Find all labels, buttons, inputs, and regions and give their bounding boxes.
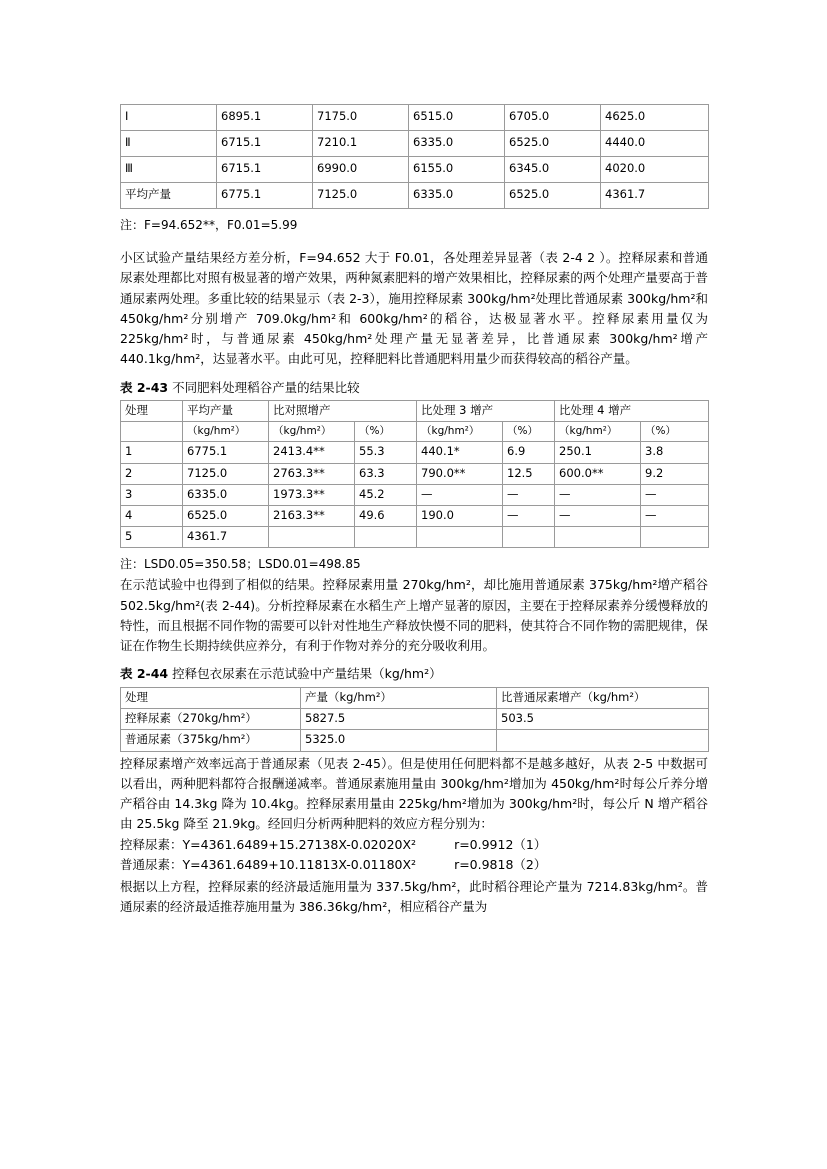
cell: 49.6 [355,505,417,526]
header-cell: （kg/hm²） [269,422,355,442]
cell: 2413.4** [269,442,355,463]
cell: — [641,505,709,526]
table-row [121,527,709,548]
cell: 4625.0 [601,105,709,131]
cell: 63.3 [355,463,417,484]
cell: 平均产量 [121,183,217,209]
cell: 3.8 [641,442,709,463]
cell: 6775.1 [217,183,313,209]
header-cell: 产量（kg/hm²） [301,687,497,708]
equation-1-r: r=0.9912（1） [454,836,547,852]
cell: 6345.0 [505,157,601,183]
cell [417,527,503,548]
cell: 2163.3** [269,505,355,526]
cell [641,527,709,548]
cell: 控释尿素（270kg/hm²） [121,709,301,730]
cell: 4361.7 [183,527,269,548]
cell: 190.0 [417,505,503,526]
cell: 790.0** [417,463,503,484]
cell: 7125.0 [183,463,269,484]
table-header-row [121,687,709,708]
table-header-row [121,422,709,442]
plot-yield-table [120,104,709,209]
table-row [121,131,709,157]
cell: 6.9 [503,442,555,463]
cell: 1 [121,442,183,463]
table1-note: 注：F=94.652**，F0.01=5.99 [120,218,298,232]
table-row [121,730,709,751]
equation-1 [120,835,708,855]
table-row [121,442,709,463]
cell: 7175.0 [313,105,409,131]
cell: 5827.5 [301,709,497,730]
cell: 6335.0 [409,183,505,209]
cell: — [503,505,555,526]
header-cell: （kg/hm²） [183,422,269,442]
cell [269,527,355,548]
cell: 4 [121,505,183,526]
cell: 3 [121,484,183,505]
equation-2-r: r=0.9818（2） [454,856,547,872]
cell: 2 [121,463,183,484]
cell: 6335.0 [183,484,269,505]
cell: 4361.7 [601,183,709,209]
cell: Ⅲ [121,157,217,183]
header-cell [121,422,183,442]
header-cell: （%） [503,422,555,442]
cell: 45.2 [355,484,417,505]
equation-2 [120,855,708,875]
header-cell: 比处理 4 增产 [555,401,709,422]
table-row [121,505,709,526]
cell: 6895.1 [217,105,313,131]
cell: 6525.0 [505,131,601,157]
header-cell: 处理 [121,687,301,708]
table-44-number: 表 2-44 [120,666,169,682]
cell [503,527,555,548]
cell: 6525.0 [505,183,601,209]
table-row [121,157,709,183]
demo-trial-table [120,687,709,752]
cell: 9.2 [641,463,709,484]
table-44-title: 控释包衣尿素在示范试验中产量结果（kg/hm²） [172,666,442,682]
cell: 普通尿素（375kg/hm²） [121,730,301,751]
cell: 6335.0 [409,131,505,157]
header-cell: 比对照增产 [269,401,417,422]
equation-2-formula: Y=4361.6489+10.11813X-0.01180X² [182,856,417,872]
cell: 55.3 [355,442,417,463]
cell: 6705.0 [505,105,601,131]
cell [555,527,641,548]
cell: 6715.1 [217,131,313,157]
paragraph-3: 控释尿素增产效率远高于普通尿素（见表 2-45）。但是使用任何肥料都不是越多越好，从表 2-5 中数据可以看出，两种肥料都符合报酬递减率。普通尿素施用量由 300kg/hm²增加为 450kg/hm²时每公斤养分增产稻谷由 14.3kg 降为 10.4kg。控释尿素用量由 225kg/hm²增加为 300kg/hm²时，每公斤 N 增产稻谷由 25.5kg 降至 21.9kg。经回归分析两种肥料的效应方程分别为： [120,755,708,832]
cell: 6715.1 [217,157,313,183]
equation-1-formula: Y=4361.6489+15.27138X-0.02020X² [182,836,417,852]
table-header-row [121,401,709,422]
header-cell: （kg/hm²） [417,422,503,442]
cell: 250.1 [555,442,641,463]
cell [355,527,417,548]
cell: 4020.0 [601,157,709,183]
table-44-caption [120,665,708,683]
table-row [121,484,709,505]
cell: 2763.3** [269,463,355,484]
table-row [121,463,709,484]
table-row [121,105,709,131]
equation-1-label: 控释尿素： [120,836,183,852]
paragraph-2: 在示范试验中也得到了相似的结果。控释尿素用量 270kg/hm²，却比施用普通尿素 375kg/hm²增产稻谷 502.5kg/hm²(表 2-44)。分析控释尿素在水稻生产上增产显著的原因，主要在于控释尿素养分缓慢释放的特性，而且根据不同作物的需要可以针对性地生产释放快慢不同的肥料，使其符合不同作物的需肥规律，保证在作物生长期持续供应养分，有利于作物对养分的充分吸收利用。 [120,577,708,654]
cell: 7210.1 [313,131,409,157]
cell: 6775.1 [183,442,269,463]
cell: 5325.0 [301,730,497,751]
cell: Ⅱ [121,131,217,157]
cell: 4440.0 [601,131,709,157]
table2-note: 注：LSD0.05=350.58；LSD0.01=498.85 [120,557,361,572]
table-43-caption [120,379,708,397]
table-row [121,709,709,730]
header-cell: （%） [355,422,417,442]
cell: — [555,484,641,505]
cell: 12.5 [503,463,555,484]
cell: 6155.0 [409,157,505,183]
yield-comparison-table [120,400,709,548]
cell: — [503,484,555,505]
header-cell: 比普通尿素增产（kg/hm²） [497,687,709,708]
cell: 1973.3** [269,484,355,505]
header-cell: （kg/hm²） [555,422,641,442]
table-43-number: 表 2-43 [120,379,169,395]
header-cell: （%） [641,422,709,442]
cell: Ⅰ [121,105,217,131]
cell: 7125.0 [313,183,409,209]
header-cell: 比处理 3 增产 [417,401,555,422]
cell: — [417,484,503,505]
cell [497,730,709,751]
cell: — [555,505,641,526]
table-43-title: 不同肥料处理稻谷产量的结果比较 [172,379,360,395]
table-row [121,183,709,209]
cell: 600.0** [555,463,641,484]
paragraph-4: 根据以上方程，控释尿素的经济最适施用量为 337.5kg/hm²，此时稻谷理论产量为 7214.83kg/hm²。普通尿素的经济最适推荐施用量为 386.36kg/hm²，相应稻谷产量为 [120,879,708,915]
header-cell: 处理 [121,401,183,422]
cell: 440.1* [417,442,503,463]
cell: 503.5 [497,709,709,730]
cell: — [641,484,709,505]
cell: 5 [121,527,183,548]
document-content [120,104,708,918]
paragraph-1: 小区试验产量结果经方差分析，F=94.652 大于 F0.01，各处理差异显著（表 2-4 2 ）。控释尿素和普通尿素处理都比对照有极显著的增产效果，两种氮素肥料的增产效果相比，控释尿素的两个处理产量要高于普通尿素两处理。多重比较的结果显示（表 2-3），施用控释尿素 300kg/hm²处理比普通尿素 300kg/hm²和 450kg/hm²分别增产 709.0kg/hm²和 600kg/hm²的稻谷，达极显著水平。控释尿素用量仅为 225kg/hm²时，与普通尿素 450kg/hm²处理产量无显著差异，比普通尿素 300kg/hm²增产 440.1kg/hm²，达显著水平。由此可见，控释肥料比普通肥料用量少而获得较高的稻谷产量。 [120,250,708,367]
cell: 6515.0 [409,105,505,131]
cell: 6990.0 [313,157,409,183]
cell: 6525.0 [183,505,269,526]
header-cell: 平均产量 [183,401,269,422]
equation-2-label: 普通尿素： [120,856,183,872]
